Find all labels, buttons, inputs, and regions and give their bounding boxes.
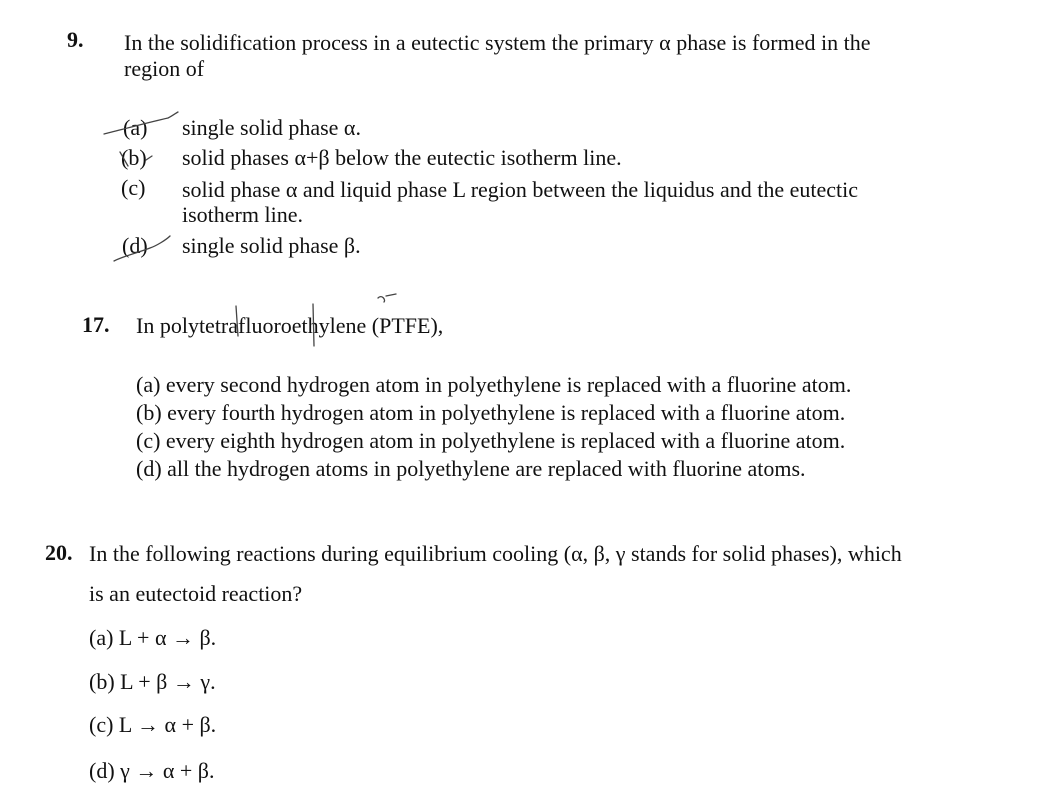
- option-c: (c) every eighth hydrogen atom in polyethylene is replaced with a fluorine atom.: [136, 428, 846, 453]
- option-d: (d) γ → α + β.: [89, 758, 215, 783]
- option-b-text: solid phases α+β below the eutectic isotherm line.: [182, 145, 622, 170]
- option-c-text-line-2: isotherm line.: [182, 202, 303, 227]
- pencil-mark-b-end: [146, 156, 152, 160]
- pencil-annotation: [378, 294, 396, 302]
- option-a: (a) every second hydrogen atom in polyethylene is replaced with a fluorine atom.: [136, 372, 852, 397]
- option-b-label: (b): [121, 145, 147, 170]
- option-d-label: (d): [122, 233, 148, 258]
- question-number: 20.: [45, 540, 73, 565]
- option-a-label: (a): [123, 115, 148, 140]
- option-d: (d) all the hydrogen atoms in polyethylene are replaced with fluorine atoms.: [136, 456, 806, 481]
- question-text-line-2: is an eutectoid reaction?: [89, 581, 303, 606]
- option-c-label: (c): [121, 175, 146, 200]
- option-a-text: single solid phase α.: [182, 115, 361, 140]
- option-a: (a) L + α → β.: [89, 625, 217, 650]
- question-text-line-2: region of: [124, 56, 205, 81]
- option-c: (c) L → α + β.: [89, 712, 217, 737]
- question-number: 17.: [82, 312, 110, 337]
- option-c-text: solid phase α and liquid phase L region between the liquidus and the eutectic: [182, 177, 859, 202]
- question-number: 9.: [67, 27, 84, 52]
- option-b: (b) every fourth hydrogen atom in polyethylene is replaced with a fluorine atom.: [136, 400, 846, 425]
- option-b: (b) L + β → γ.: [89, 669, 216, 694]
- question-text: In polytetrafluoroethylene (PTFE),: [136, 313, 444, 338]
- question-text-line-1: In the following reactions during equilibrium cooling (α, β, γ stands for solid phases), which: [89, 541, 902, 566]
- option-d-text: single solid phase β.: [182, 233, 361, 258]
- question-text-line-1: In the solidification process in a eutectic system the primary α phase is formed in the: [124, 30, 871, 55]
